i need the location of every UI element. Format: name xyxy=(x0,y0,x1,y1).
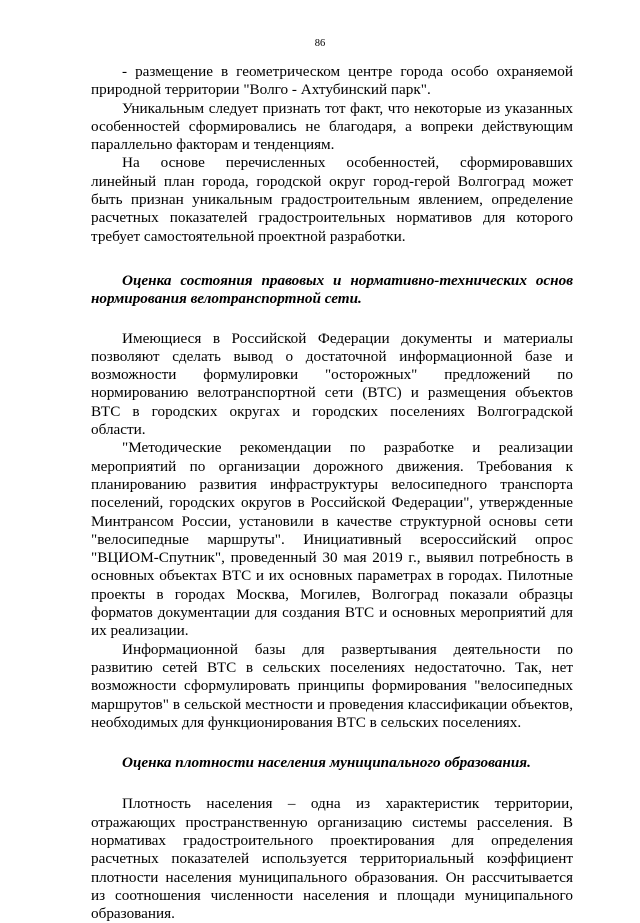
paragraph-rural-settlements: Информационной базы для развертывания деятельности по развитию сетей ВТС в сельских поселениях недостаточно. Так, нет возможности сформулировать принципы формирования "велосипедных маршрутов" в сельской местности и проведения классификации объектов, необходимых для функционирования ВТС в сельских поселениях. xyxy=(91,640,573,731)
paragraph-placement: - размещение в геометрическом центре города особо охраняемой природной территории "Волго - Ахтубинский парк". xyxy=(91,63,573,99)
section-heading-population-density: Оценка плотности населения муниципального образования. xyxy=(122,754,531,772)
section-heading-bicycle-network: Оценка состояния правовых и нормативно-технических основ нормирования велотранспортной сети. xyxy=(91,271,573,308)
paragraph-population-density: Плотность населения – одна из характеристик территории, отражающих пространственную организацию системы расселения. В нормативах градостроительного проектирования для определения расчетных показателей используется территориальный коэффициент плотности населения муниципального образования. Он рассчитывается из соотношения численности населения и площади муниципального образования. xyxy=(91,795,573,923)
page-number: 86 xyxy=(314,38,326,49)
paragraph-uniqueness: Уникальным следует признать тот факт, что некоторые из указанных особенностей сформировались не благодаря, а вопреки действующим параллельно факторам и тенденциям. xyxy=(91,99,573,154)
paragraph-linear-plan: На основе перечисленных особенностей, сформировавших линейный план города, городской округ город-герой Волгоград может быть признан уникальным градостроительным явлением, определение расчетных показателей градостроительных нормативов для которого требует самостоятельной проектной разработки. xyxy=(91,154,573,245)
page-content xyxy=(91,63,573,923)
paragraph-recommendations: "Методические рекомендации по разработке и реализации мероприятий по организации дорожного движения. Требования к планированию развития инфраструктуры велосипедного транспорта поселений, городских округов в Российской Федерации", утвержденные Минтрансом России, установили в качестве структурной основы сети "велосипедные маршруты". Инициативный всероссийский опрос "ВЦИОМ-Спутник", проведенный 30 мая 2019 г., выявил потребность в основных объектах ВТС и их основных параметрах в городах. Пилотные проекты в городах Москва, Могилев, Волгоград показали образцы форматов документации для создания ВТС и основных мероприятий для их реализации. xyxy=(91,439,573,640)
paragraph-documents: Имеющиеся в Российской Федерации документы и материалы позволяют сделать вывод о достаточной информационной базе и возможности формулировки "осторожных" предложений по нормированию велотранспортной сети (ВТС) и размещения объектов ВТС в городских округах и городских поселениях Волгоградской области. xyxy=(91,329,573,439)
